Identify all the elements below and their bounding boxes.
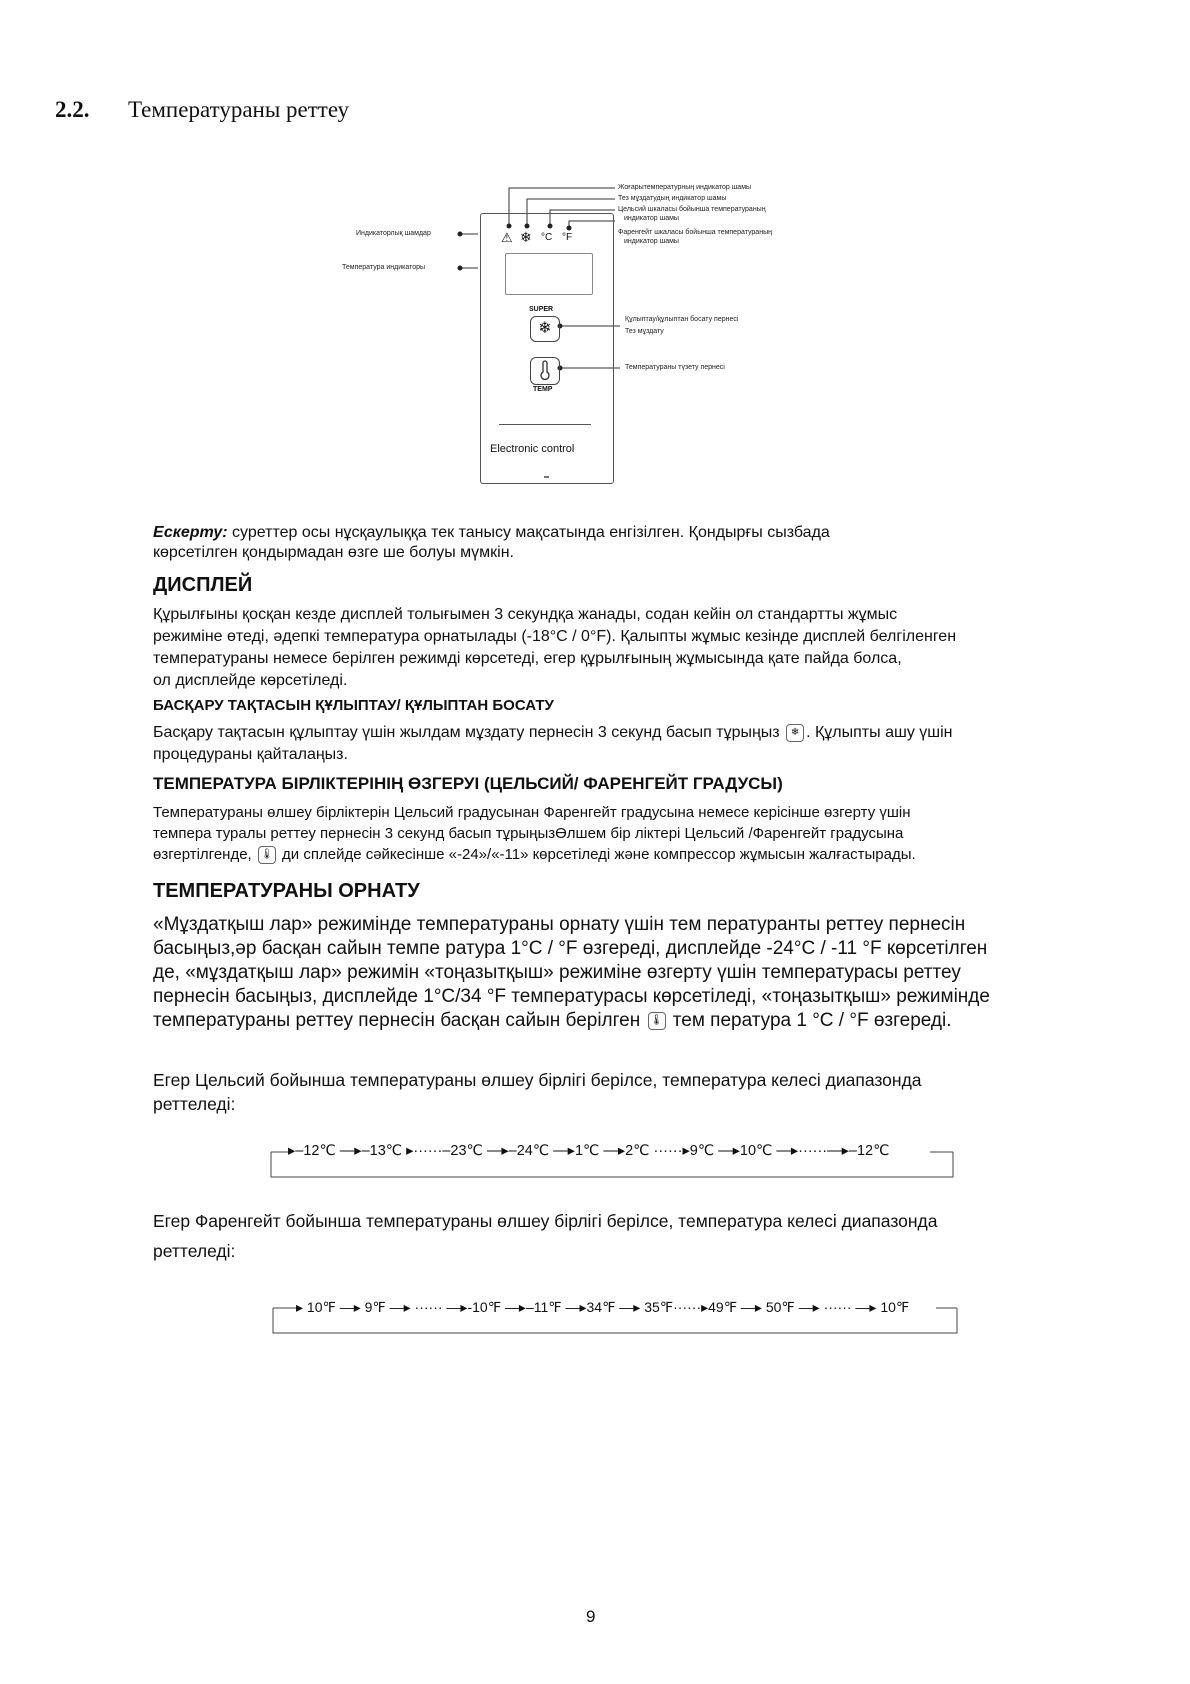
fahrenheit-scale [272,1298,958,1334]
callout-lock-1: Құлыптау/құлыптан босату пернесі [625,316,739,323]
set-line: де, «мұздатқыш лар» режимін «тоңазытқыш» режиміне өзгерту үшін температурасы реттеу [153,962,961,983]
scale-step: 49℉ [708,1299,738,1315]
set-text [153,913,1153,1033]
callout-fahrenheit-2: индикатор шамы [624,238,679,245]
scale-step: –12℃ [295,1143,336,1159]
set-heading: ТЕМПЕРАТУРАНЫ ОРНАТУ [153,880,420,902]
lock-heading: БАСҚАРУ ТАҚТАСЫН ҚҰЛЫПТАУ/ ҚҰЛЫПТАН БОСАТУ [153,697,554,714]
set-line-5b: тем пература 1 °C / °F өзгереді. [672,1010,952,1031]
snowflake-icon: ❄ [520,229,532,245]
lock-text [153,722,1143,766]
display-text [153,604,1143,692]
temperature-display [505,253,593,295]
super-label: SUPER [529,306,554,313]
scale-step: -10℉ [467,1299,502,1315]
thermometer-icon [531,358,559,384]
note-line-2: көрсетілген қондырмадан өзге ше болуы мүмкін. [153,544,514,561]
brand-label: Electronic control [490,443,575,455]
set-line: басыңыз,әр басқан сайын темпе ратура 1°C / °F өзгереді, дисплейде -24°C / -11 °F көрсетілген [153,938,988,959]
page-number: 9 [586,1607,596,1626]
note-line-1: суреттер осы нұсқаулыққа тек танысу мақсатында енгізілген. Қондырғы сызбада [227,524,830,541]
callout-indicator-lamps: Индикаторлық шамдар [356,230,431,237]
callout-celsius-1: Цельсий шкаласы бойынша температураның [618,206,766,213]
units-line: темпера туралы реттеу пернесін 3 секунд басып тұрыңызӨлшем бір ліктері Цельсий /Фаренгейт градусына [153,825,904,842]
note-label: Ескерту: [153,524,228,541]
celsius-text [153,1068,1153,1116]
temp-button[interactable] [530,357,560,385]
scale-step: 9℉ [364,1299,386,1315]
scale-step: 2℃ [625,1143,650,1159]
warning-icon: ⚠ [501,230,513,245]
scale-step: –23℃ [442,1143,483,1159]
scale-step: 10℉ [880,1299,910,1315]
callout-celsius-2: индикатор шамы [624,215,679,222]
set-line-5a: температураны реттеу пернесін басқан сайын берілген [153,1010,641,1031]
units-heading: ТЕМПЕРАТУРА БІРЛІКТЕРІНІҢ ӨЗГЕРУІ (ЦЕЛЬСИЙ/ ФАРЕНГЕЙТ ГРАДУСЫ) [153,774,783,793]
scale-step: –11℉ [525,1299,562,1315]
fahrenheit-steps: ▸ 10℉ —▸ 9℉ —▸ ······ —▸-10℉ —▸–11℉ —▸34℉ —▸ 35℉······▸49℉ —▸ 50℉ —▸ ······ —▸ 10℉ [296,1299,910,1315]
snowflake-key-icon: ❄ [786,724,804,742]
scale-step: –24℃ [508,1143,550,1159]
section-number: 2.2. [55,97,90,122]
scale-step: 9℃ [689,1143,715,1159]
callout-fahrenheit-1: Фаренгейт шкаласы бойынша температураның [618,229,772,236]
callout-temp-key: Температураны түзету пернесі [625,364,725,371]
display-line: Құрылғыны қосқан кезде дисплей толығымен 3 секундқа жанады, содан кейін ол стандартты жұмыс [153,606,898,623]
callout-high-temp: Жоғарытемпературның индикатор шамы [618,184,752,191]
panel-mark [544,476,549,478]
scale-step: 34℉ [586,1299,616,1315]
super-freeze-button[interactable] [530,316,560,342]
display-line: режиміне өтеді, әдепкі температура орнатылады (-18°C / 0°F). Қалыпты жұмыс кезінде дисплей белгіленген [153,628,957,645]
units-line-3a: өзгертілгенде, [153,846,252,863]
display-heading: ДИСПЛЕЙ [153,574,253,596]
section-title: Температураны реттеу [128,97,349,122]
units-line: Температураны өлшеу бірліктерін Цельсий градусынан Фаренгейт градусына немесе керісінше өзгерту үшін [153,804,911,821]
snowflake-icon: ❄ [538,320,552,337]
lock-line-2: процедураны қайталаңыз. [153,746,348,763]
celsius-line-1: Егер Цельсий бойынша температураны өлшеу бірлігі берілсе, температура келесі диапазонда [153,1070,922,1090]
display-line: температураны немесе берілген режимді көрсетеді, егер құрылғының жұмысында қате пайда болса, [153,650,902,667]
scale-step: 10℉ [306,1299,336,1315]
scale-step: 50℉ [765,1299,795,1315]
units-text [153,802,1143,865]
fahrenheit-text [153,1206,1153,1266]
fahrenheit-line-1: Егер Фаренгейт бойынша температураны өлшеу бірлігі берілсе, температура келесі диапазонда [153,1211,938,1231]
lock-line-1b: . Құлыпты ашу үшін [806,724,953,741]
scale-step: –13℃ [361,1143,403,1159]
thermometer-key-icon: 🌡 [648,1012,666,1030]
scale-step: 1℃ [574,1143,600,1159]
units-line-3b: ди сплейде сәйкесінше «-24»/«-11» көрсетіледі және компрессор жұмысын жалғастырады. [282,846,916,863]
temp-label: TEMP [533,386,553,393]
scale-step: 10℃ [739,1143,773,1159]
lock-line-1a: Басқару тақтасын құлыптау үшін жылдам мұздату пернесін 3 секунд басып тұрыңыз [153,724,780,741]
set-line: «Мұздатқыш лар» режимінде температураны орнату үшін тем пературанты реттеу пернесін [153,914,966,935]
fahrenheit-icon: °F [562,232,573,243]
callout-lock-2: Тез мұздату [625,328,664,335]
divider [499,424,591,425]
scale-step: 35℉ [644,1299,674,1315]
celsius-scale [270,1142,954,1178]
celsius-steps: ▸–12℃ —▸–13℃ ▸······–23℃ —▸–24℃ —▸1℃ —▸2℃ ······▸9℃ —▸10℃ —▸······—▸–12℃ [288,1143,890,1159]
callout-temp-indicator: Температура индикаторы [342,264,426,271]
set-line: пернесін басыңыз, дисплейде 1°C/34 °F температурасы көрсетіледі, «тоңазытқыш» режимінде [153,986,990,1007]
celsius-icon: °C [541,232,553,243]
fahrenheit-line-2: реттеледі: [153,1241,236,1261]
thermometer-key-icon: 🌡 [258,846,276,864]
celsius-line-2: реттеледі: [153,1094,236,1114]
note [153,523,1103,563]
scale-step: –12℃ [848,1143,890,1159]
display-line: ол дисплейде көрсетіледі. [153,672,348,689]
callout-fast-freeze: Тез мұздатудың индикатор шамы [618,195,727,202]
control-panel [480,213,614,484]
